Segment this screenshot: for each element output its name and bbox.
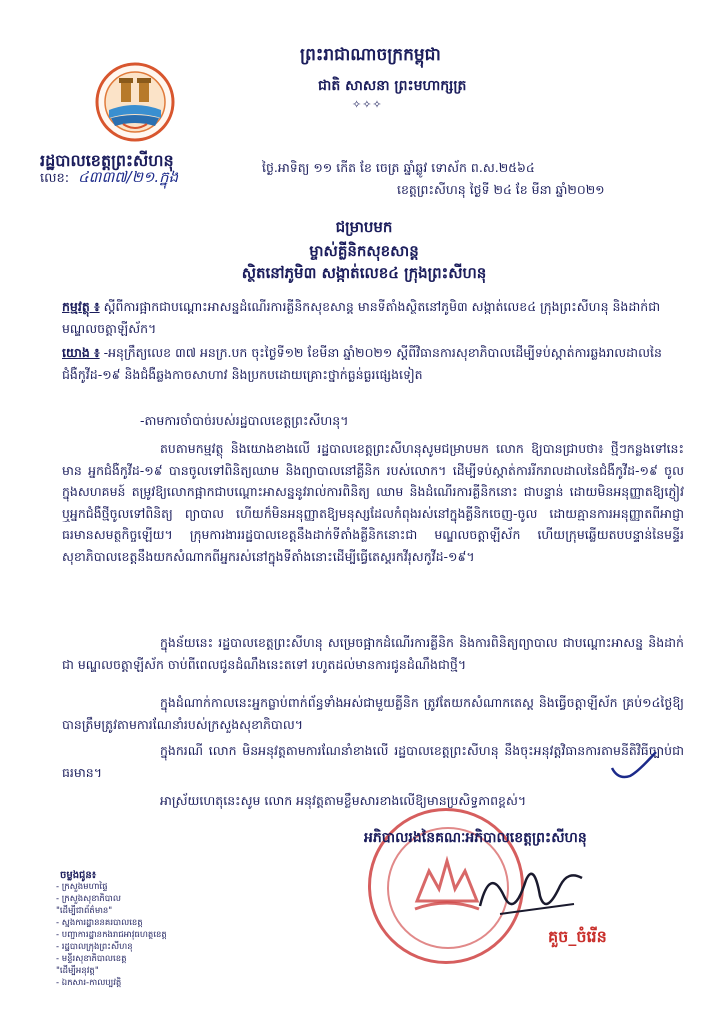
recipient-line-1: ម្ចាស់គ្លីនិកសុខសាន្ត: [309, 242, 419, 260]
national-motto: ជាតិ សាសនា ព្រះមហាក្សត្រ: [318, 78, 467, 94]
body-paragraph-1: តបតាមកម្មវត្ថុ និងយោងខាងលើ រដ្ឋបាលខេត្តព្រះសីហនុសូមជម្រាបមក លោក ឱ្យបានជ្រាបថា៖ ថ្មីៗកន្លងទៅនេះមាន អ្នកជំងឺកូវីដ-១៩ បានចូលទៅពិនិត្យឈាម និងព្យាបាលនៅគ្លីនិក របស់លោក។ ដើម្បីទប់ស្កាត់ការរីករាលដាលនៃជំងឺកូវីដ-១៩ ចូលក្នុងសហគមន៍ តម្រូវឱ្យលោកផ្អាកជាបណ្តោះអាសន្ននូវរាល់ការពិនិត្យ ឈាម និងដំណើរការគ្លីនិកនោះ ជាបន្ទាន់ ដោយមិនអនុញ្ញាតឱ្យភ្ញៀវ ឬអ្នកជំងឺថ្មីចូលទៅពិនិត្យ ព្យាបាល ហើយក៏មិនអនុញ្ញាតឱ្យមនុស្សដែលកំពុងរស់នៅក្នុងគ្លីនិកចេញ-ចូល ដោយគ្មានការអនុញ្ញាតពីអាជ្ញាធរមានសមត្ថកិច្ចឡើយ។ ក្រុមការងាររដ្ឋបាលខេត្តនឹងដាក់ទីតាំងគ្លីនិកនោះជា មណ្ឌលចត្តាឡីស័ក ហើយក្រុមឆ្លើយតបបន្ទាន់នៃមន្ទីរសុខាភិបាលខេត្តនឹងយកសំណាកពីអ្នករស់នៅក្នុងទីតាំងនោះដើម្បីធ្វើតេស្តរកវីរុសកូវីដ-១៩។: [62, 441, 684, 564]
reference-item-1: -អនុក្រឹត្យលេខ ៣៧ អនក្រ.បក ចុះថ្ងៃទី១២ ខែមីនា ឆ្នាំ២០២១ ស្តីពីវិធានការសុខាភិបាលដើម្បីទប់ស្កាត់ការឆ្លងរាលដាលនៃជំងឺកូវីដ-១៩ និងជំងឺឆ្លងកាចសាហាវ និងប្រកបដោយគ្រោះថ្នាក់ធ្ងន់ធ្ងរផ្សេងទៀត: [62, 345, 662, 382]
reference-number-value: ៤៣៣៧/២១.ក្នុង: [78, 168, 179, 186]
cc-item: - បញ្ជាការដ្ឋានកងរាជអាវុធហត្ថខេត្ត: [56, 930, 167, 940]
subject-text: ស្តីពីការផ្អាកជាបណ្តោះអាសន្នដំណើរការគ្លីនិកសុខសាន្ត មានទីតាំងស្ថិតនៅភូមិ៣ សង្កាត់លេខ៤ ក្រុងព្រះសីហនុ និងដាក់ជាមណ្ឌលចត្តាឡីស័ក។: [62, 299, 661, 336]
reference-label: យោង ៖: [62, 345, 100, 360]
signer-name: គួច_ចំរើន: [548, 927, 607, 946]
cc-item: - មន្ទីរសុខាភិបាលខេត្ត: [56, 954, 127, 964]
cc-item: - រដ្ឋបាលក្រុងព្រះសីហនុ: [56, 942, 133, 952]
cc-item: "ដើម្បីជាព័ត៌មាន": [56, 906, 113, 916]
sender-name: រដ្ឋបាលខេត្តព្រះសីហនុ: [40, 151, 174, 170]
solar-date: ខេត្តព្រះសីហនុ ថ្ងៃទី ២៤ ខែ មីនា ឆ្នាំ២០២១: [397, 182, 605, 197]
body-paragraph-2: ក្នុងន័យនេះ រដ្ឋបាលខេត្តព្រះសីហនុ សម្រេចផ្អាកដំណើរការគ្លីនិក និងការពិនិត្យព្យាបាល ជាបណ្តោះអាសន្ន និងដាក់ជា មណ្ឌលចត្តាឡីស័ក ចាប់ពីពេលជូនដំណឹងនេះតទៅ រហូតដល់មានការជូនដំណឹងជាថ្មី។: [62, 635, 684, 672]
body-paragraph-3: ក្នុងដំណាក់កាលនេះអ្នកធ្លាប់ពាក់ព័ន្ធទាំងអស់ជាមួយគ្លីនិក ត្រូវតែយកសំណាកតេស្ត និងធ្វើចត្តាឡីស័ក គ្រប់១៤ថ្ងៃឱ្យបានត្រឹមត្រូវតាមការណែនាំរបស់ក្រសួងសុខាភិបាល។: [62, 695, 684, 732]
notice-title: ជម្រាបមក: [335, 218, 393, 236]
ornament-divider: ✧✧✧: [352, 98, 383, 111]
signatory-title: អភិបាលរងនៃគណៈអភិបាលខេត្តព្រះសីហនុ: [364, 830, 587, 846]
reference-item-2: -តាមការចាំបាច់របស់រដ្ឋបាលខេត្តព្រះសីហនុ។: [140, 413, 349, 428]
provincial-emblem-logo: [95, 62, 175, 142]
cc-item: - ក្រសួងមហាផ្ទៃ: [56, 882, 108, 892]
recipient-line-2: ស្ថិតនៅភូមិ៣ សង្កាត់លេខ៤ ក្រុងព្រះសីហនុ: [241, 264, 487, 282]
reference-row: [62, 342, 684, 386]
cc-item: - ក្រសួងសុខាភិបាល: [56, 894, 121, 904]
lunar-date: ថ្ងៃ.អាទិត្យ ១១ កើត ខែ ចេត្រ ឆ្នាំឆ្លូវ ទោស័ក ព.ស.២៥៦៤: [262, 160, 535, 175]
cc-title: ចម្លងជូន៖: [60, 870, 97, 881]
subject-row: [62, 296, 684, 340]
cc-item: - ស្នងការដ្ឋាននគរបាលខេត្ត: [56, 918, 143, 928]
initial-mark: [608, 748, 660, 784]
cc-item: - ឯកសារ-កាលប្បវត្តិ: [56, 978, 122, 988]
body-paragraph-5: អាស្រ័យហេតុនេះសូម លោក អនុវត្តតាមខ្លឹមសារខាងលើឱ្យមានប្រសិទ្ធភាពខ្ពស់។: [160, 793, 527, 808]
subject-label: កម្មវត្ថុ ៖: [62, 299, 100, 314]
reference-number-label: លេខ:: [40, 171, 70, 186]
handwritten-signature: [470, 856, 590, 926]
body-paragraph-4: ក្នុងករណី លោក មិនអនុវត្តតាមការណែនាំខាងលើ រដ្ឋបាលខេត្តព្រះសីហនុ នឹងចុះអនុវត្តវិធានការតាមនីតិវិធីច្បាប់ជាធរមាន។: [62, 743, 684, 780]
cc-item: "ដើម្បីអនុវត្ត": [56, 966, 99, 976]
kingdom-title: ព្រះរាជាណាចក្រកម្ពុជា: [300, 45, 441, 65]
